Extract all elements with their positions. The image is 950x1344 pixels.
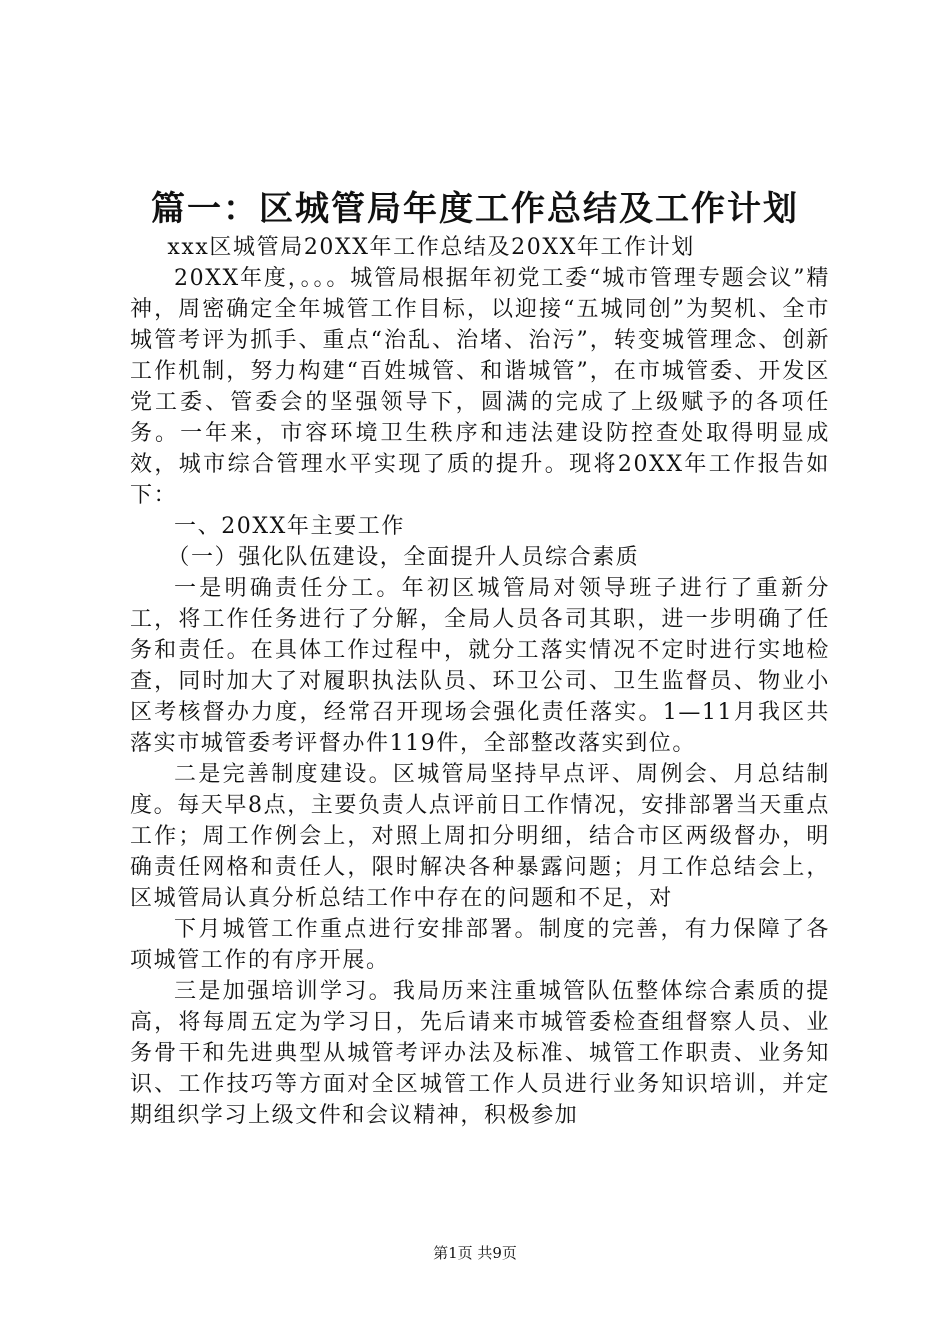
paragraph-system-continued: 下月城管工作重点进行安排部署。制度的完善，有力保障了各项城管工作的有序开展。: [130, 917, 830, 973]
paragraph-training: 三是加强培训学习。我局历来注重城管队伍整体综合素质的提高，将每周五定为学习日，先后请来市城管委检查组督察人员、业务骨干和先进典型从城管考评办法及标准、城管工作职责、业务知识、工作技巧等方面对全区城管工作人员进行业务知识培训，并定期组织学习上级文件和会议精神，积极参加: [130, 979, 830, 1128]
section-heading: 一、20XX年主要工作: [174, 514, 405, 539]
page-number-footer: 第1页 共9页: [433, 1244, 517, 1262]
paragraph-responsibility: 一是明确责任分工。年初区城管局对领导班子进行了重新分工，将工作任务进行了分解，全局人员各司其职，进一步明确了任务和责任。在具体工作过程中，就分工落实情况不定时进行实地检查，同时加大了对履职执法队员、环卫公司、卫生监督员、物业小区考核督办力度，经常召开现场会强化责任落实。1—11月我区共落实市城管委考评督办件119件，全部整改落实到位。: [130, 576, 830, 756]
document-title: 篇一：区城管局年度工作总结及工作计划: [151, 189, 799, 229]
paragraph-system: 二是完善制度建设。区城管局坚持早点评、周例会、月总结制度。每天早8点，主要负责人点评前日工作情况，安排部署当天重点工作；周工作例会上，对照上周扣分明细，结合市区两级督办，明确责任网格和责任人，限时解决各种暴露问题；月工作总结会上，区城管局认真分析总结工作中存在的问题和不足，对: [130, 762, 830, 911]
document-body: [130, 232, 830, 1131]
paragraph-intro: 20XX年度，。。。城管局根据年初党工委“城市管理专题会议”精神，周密确定全年城管工作目标，以迎接“五城同创”为契机、全市城管考评为抓手、重点“治乱、治堵、治污”，转变城管理念、创新工作机制，努力构建“百姓城管、和谐城管”，在市城管委、开发区党工委、管委会的坚强领导下，圆满的完成了上级赋予的各项任务。一年来，市容环境卫生秩序和违法建设防控查处取得明显成效，城市综合管理水平实现了质的提升。现将20XX年工作报告如下：: [130, 266, 830, 508]
subsection-heading: （一）强化队伍建设，全面提升人员综合素质: [167, 545, 640, 570]
document-subtitle: xxx区城管局20XX年工作总结及20XX年工作计划: [167, 235, 695, 260]
